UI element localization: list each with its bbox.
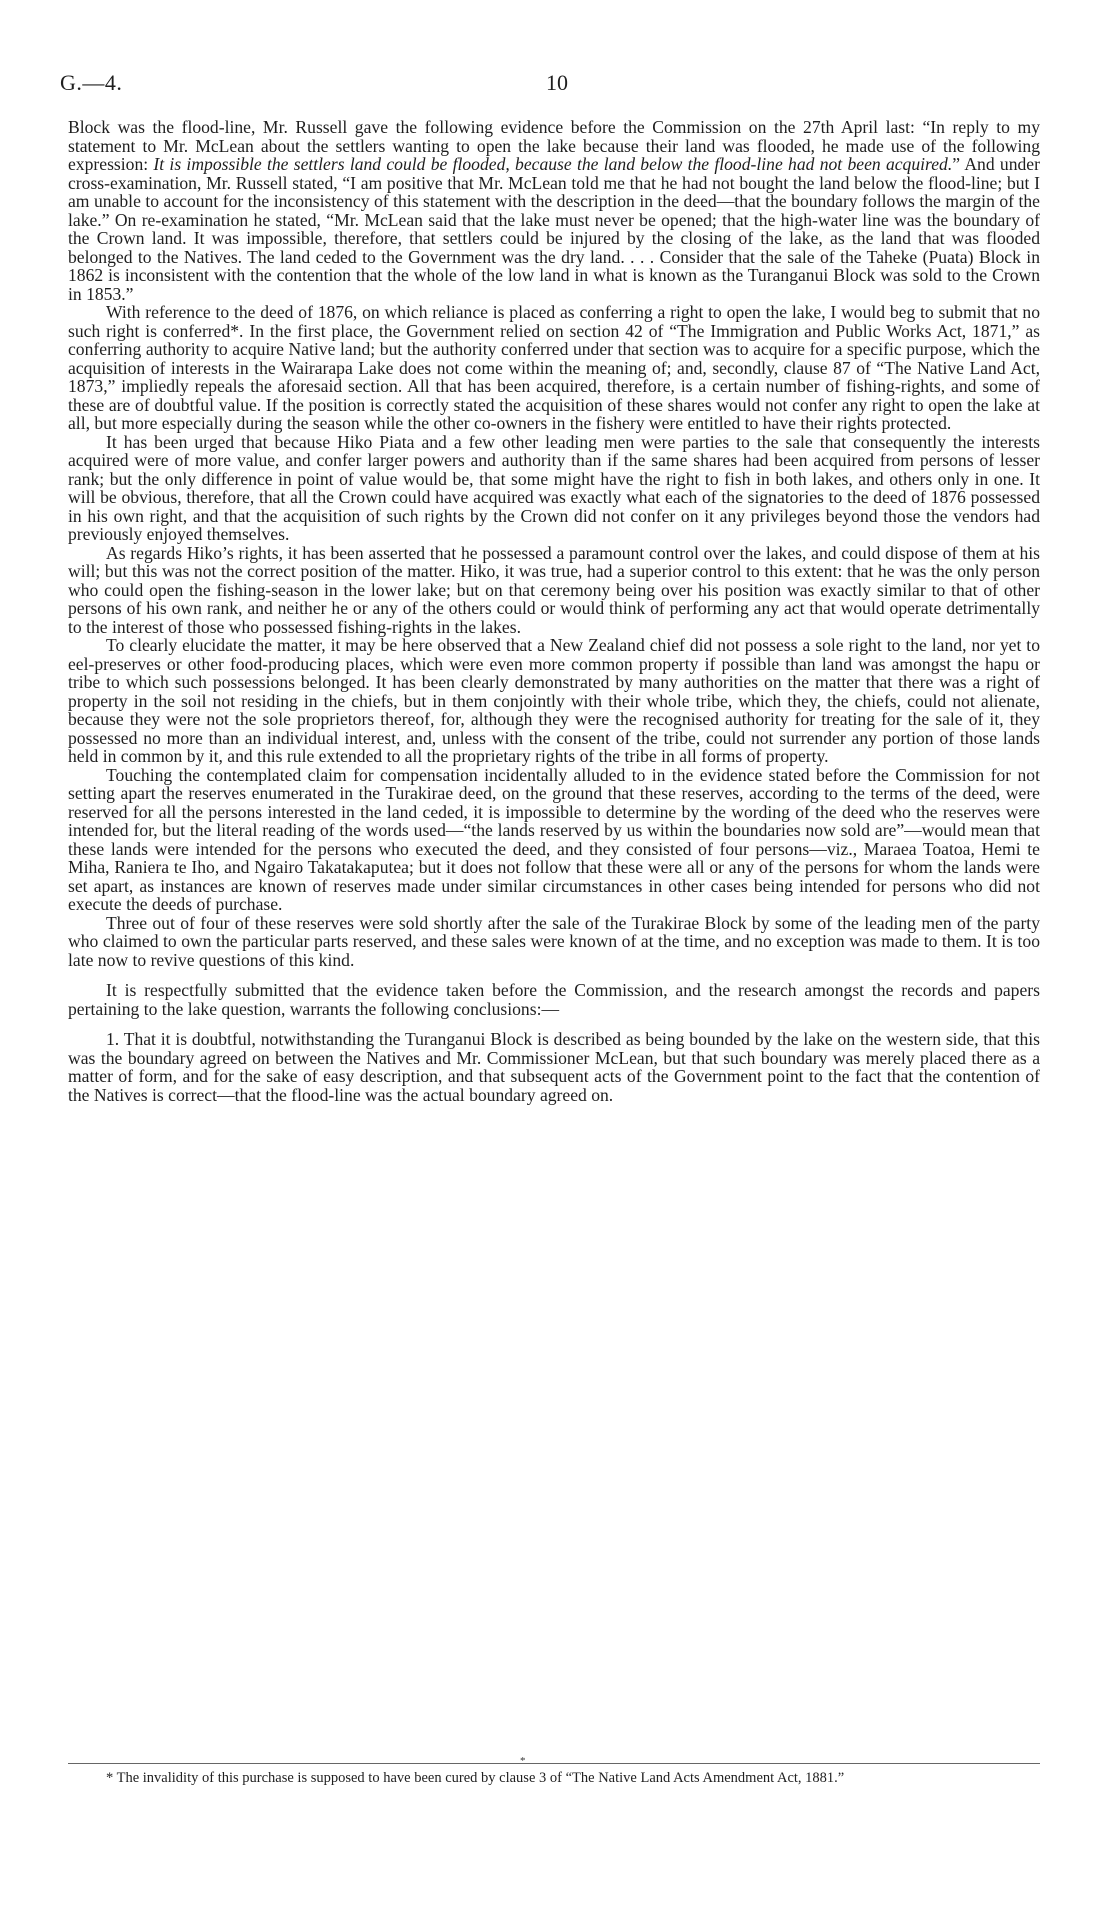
paragraph-3: It has been urged that because Hiko Piata and a few other leading men were parties to the sale that consequently the interests acquired were of more value, and confer larger powers and authority than if the same shares had been acquired from persons of lesser rank; but the only difference in point of value would be, that some might have the right to fish in both lakes, and others only in one. It will be obvious, therefore, that all the Crown could have acquired was exactly what each of the signatories to the deed of 1876 possessed in his own right, and that the acquisition of such rights by the Crown did not confer on it any privileges beyond those the vendors had previously enjoyed themselves. — [68, 431, 1040, 544]
paragraph-4: As regards Hiko’s rights, it has been asserted that he possessed a paramount control over the lakes, and could dispose of them at his will; but this was not the correct position of the matter. Hiko, it was true, had a superior control to this extent: that he was the only person who could open the fishing-season in the lower lake; but on that ceremony being over his position was exactly similar to that of other persons of his own rank, and neither he or any of the others could or would think of performing any act that would operate detrimentally to the interest of those who possessed fishing-rights in the lakes. — [68, 542, 1040, 637]
paragraph-1 — [68, 118, 1040, 303]
paragraph-5: To clearly elucidate the matter, it may be here observed that a New Zealand chief did not possess a sole right to the land, nor yet to eel-preserves or other food-producing places, which were even more common property if possible than land was amongst the hapu or tribe to which such possessions belonged. It has been clearly demonstrated by many authorities on the matter that there was a right of property in the soil not residing in the chiefs, but in them conjointly with their whole tribe, which they, the chiefs, could not alienate, because they were not the sole proprietors thereof, for, although they were the recognised authority for treating for the sale of it, they possessed no more than an individual interest, and, unless with the consent of the tribe, could not surrender any portion of those lands held in common by it, and this rule extended to all the proprietary rights of the tribe in all forms of property. — [68, 635, 1040, 766]
footnote-divider-marker: * — [520, 1755, 526, 1767]
page-number: 10 — [546, 70, 568, 95]
paragraph-9: 1. That it is doubtful, notwithstanding the Turanganui Block is described as being bounded by the lake on the western side, that this was the boundary agreed on between the Natives and Mr. Commissioner McLean, but that such boundary was merely placed there as a matter of form, and for the sake of easy description, and that subsequent acts of the Government point to the fact that the contention of the Natives is correct—that the flood-line was the actual boundary agreed on. — [68, 1029, 1040, 1105]
body-text — [68, 118, 1040, 1104]
footnote-divider — [68, 1763, 1040, 1764]
paragraph-1-quote-italic: It is impossible the settlers land could be flooded, because the land below the flood-line had not been acquired. — [153, 154, 953, 174]
footnote: * The invalidity of this purchase is supposed to have been cured by clause 3 of “The Native Land Acts Amendment Act, 1881.” — [106, 1770, 845, 1786]
paragraph-7: Three out of four of these reserves were sold shortly after the sale of the Turakirae Block by some of the leading men of the party who claimed to own the particular parts reserved, and these sales were known of at the time, and no exception was made to them. It is too late now to revive questions of this kind. — [68, 912, 1040, 970]
page-header — [60, 70, 1054, 100]
paragraph-1-text-b: ” And under cross-examination, Mr. Russell stated, “I am positive that Mr. McLean told me that he had not bought the land below the flood-line; but I am unable to account for the inconsistency of this statement with the description in the deed—that the boundary follows the margin of the lake.” On re-examination he stated, “Mr. McLean said that the lake must never be opened; that the high-water line was the boundary of the Crown land. It was impossible, therefore, that settlers could be injured by the closing of the lake, as the land that was flooded belonged to the Natives. The land ceded to the Government was the dry land. . . . Consider that the sale of the Taheke (Puata) Block in 1862 is inconsistent with the contention that the whole of the low land in what is known as the Turanganui Block was sold to the Crown in 1853.” — [68, 154, 1040, 304]
paragraph-2: With reference to the deed of 1876, on which reliance is placed as conferring a right to open the lake, I would beg to submit that no such right is conferred*. In the first place, the Government relied on section 42 of “The Immigration and Public Works Act, 1871,” as conferring authority to acquire Native land; but the authority conferred under that section was to acquire for a specific purpose, which the acquisition of interests in the Wairarapa Lake does not come within the meaning of; and, secondly, clause 87 of “The Native Land Act, 1873,” impliedly repeals the aforesaid section. All that has been acquired, therefore, is a certain number of fishing-rights, and some of these are of doubtful value. If the position is correctly stated the acquisition of these shares would not confer any right to open the lake at all, but more especially during the season while the other co-owners in the fishery were entitled to have their rights protected. — [68, 302, 1040, 433]
paragraph-6: Touching the contemplated claim for compensation incidentally alluded to in the evidence stated before the Commission for not setting apart the reserves enumerated in the Turakirae deed, on the ground that these reserves, according to the terms of the deed, were reserved for all the persons interested in the land ceded, it is impossible to determine by the wording of the deed who the reserves were intended for, but the literal reading of the words used—“the lands reserved by us within the boundaries now sold are”—would mean that these lands were intended for the persons who executed the deed, and they consisted of four persons—viz., Maraea Toatoa, Hemi te Miha, Raniera te Iho, and Ngairo Takatakaputea; but it does not follow that these were all or any of the persons for whom the lands were set apart, as instances are known of reserves made under similar circumstances in other cases being intended for persons who did not execute the deeds of purchase. — [68, 764, 1040, 914]
paragraph-1-text-a: Block was the flood-line, Mr. Russell gave the following evidence before the Commission on the 27th April last: “In reply to my statement to Mr. McLean about the settlers wanting to open the lake because their land was flooded, he made use of the following expression: — [68, 117, 1040, 174]
paragraph-8: It is respectfully submitted that the evidence taken before the Commission, and the research amongst the records and papers pertaining to the lake question, warrants the following conclusions:— — [68, 980, 1040, 1019]
document-reference: G.—4. — [60, 70, 123, 95]
